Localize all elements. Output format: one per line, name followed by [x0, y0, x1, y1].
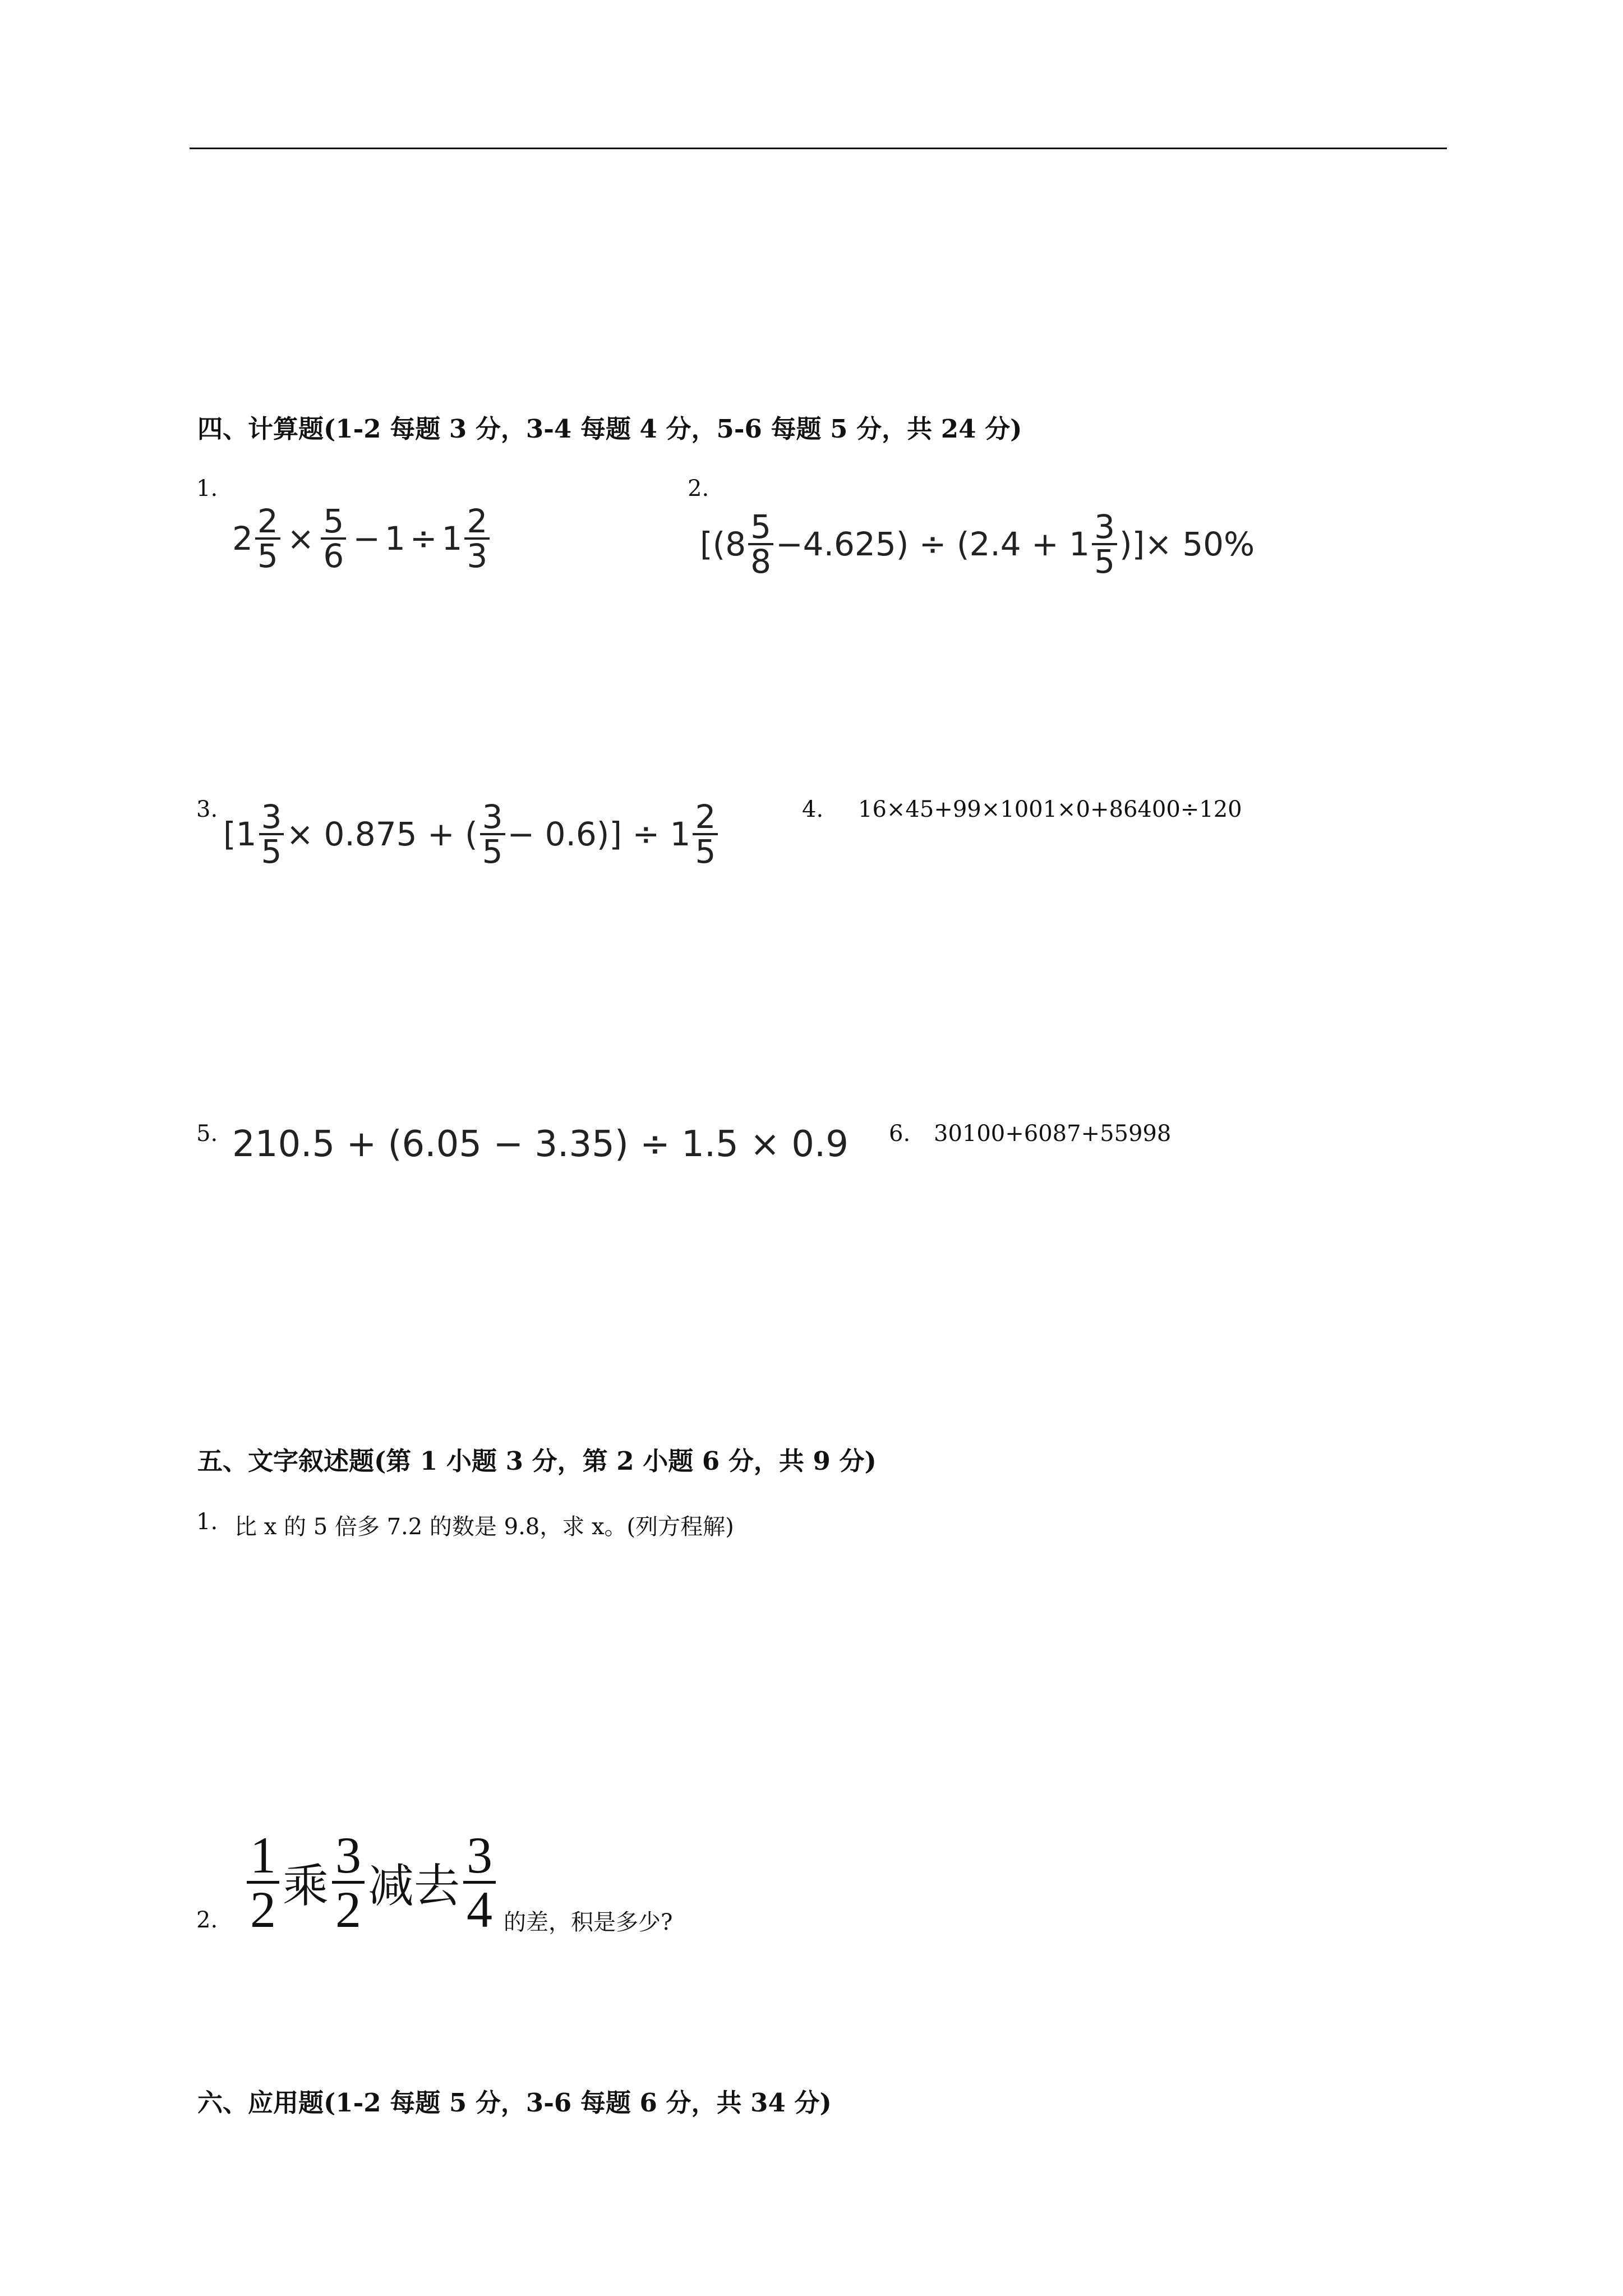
q3-number: 3. [196, 797, 218, 822]
section5-heading: 五、文字叙述题(第 1 小题 3 分，第 2 小题 6 分，共 9 分) [197, 1446, 877, 1476]
s5-q1-text: 比 x 的 5 倍多 7.2 的数是 9.8，求 x。(列方程解) [234, 1514, 734, 1540]
q1-expression: 2 $\frac{2}{5}$ × $\frac{5}{6}$ − 1 ÷ 1 $\frac{2}{3}$ [232, 482, 492, 595]
s5-q2-number: 2. [196, 1907, 218, 1933]
q4-expression: 16×45+99×1001×0+86400÷120 [858, 797, 1242, 822]
q1-number: 1. [196, 476, 218, 501]
q4-number: 4. [802, 797, 824, 822]
q6-expression: 30100+6087+55998 [934, 1121, 1172, 1147]
header-rule [190, 148, 1447, 149]
q6-number: 6. [889, 1121, 911, 1147]
s5-q1-number: 1. [196, 1509, 218, 1535]
section6-heading: 六、应用题(1-2 每题 5 分，3-6 每题 6 分，共 34 分) [197, 2088, 832, 2118]
section4-heading: 四、计算题(1-2 每题 3 分，3-4 每题 4 分，5-6 每题 5 分，共 24 分) [197, 414, 1022, 444]
q2-expression: [(8 $\frac{5}{8}$ −4.625) ÷ (2.4 + 1 $\frac{3}{5}$ )]× 50% [700, 508, 1255, 581]
s5-q2-tail: 的差，积是多少? [504, 1910, 673, 1935]
q2-number: 2. [688, 476, 709, 501]
s5-q2-expression: $\frac{1}{2}$ 乘 $\frac{3}{2}$ 减去 $\frac{3}{4}$ [245, 1818, 498, 1947]
q5-expression: 210.5 + (6.05 − 3.35) ÷ 1.5 × 0.9 [232, 1124, 849, 1165]
q5-number: 5. [196, 1121, 218, 1147]
q3-expression: [1 $\frac{3}{5}$ × 0.875 + ( $\frac{3}{5}$ − 0.6)] ÷ 1 $\frac{2}{5}$ [223, 775, 720, 893]
